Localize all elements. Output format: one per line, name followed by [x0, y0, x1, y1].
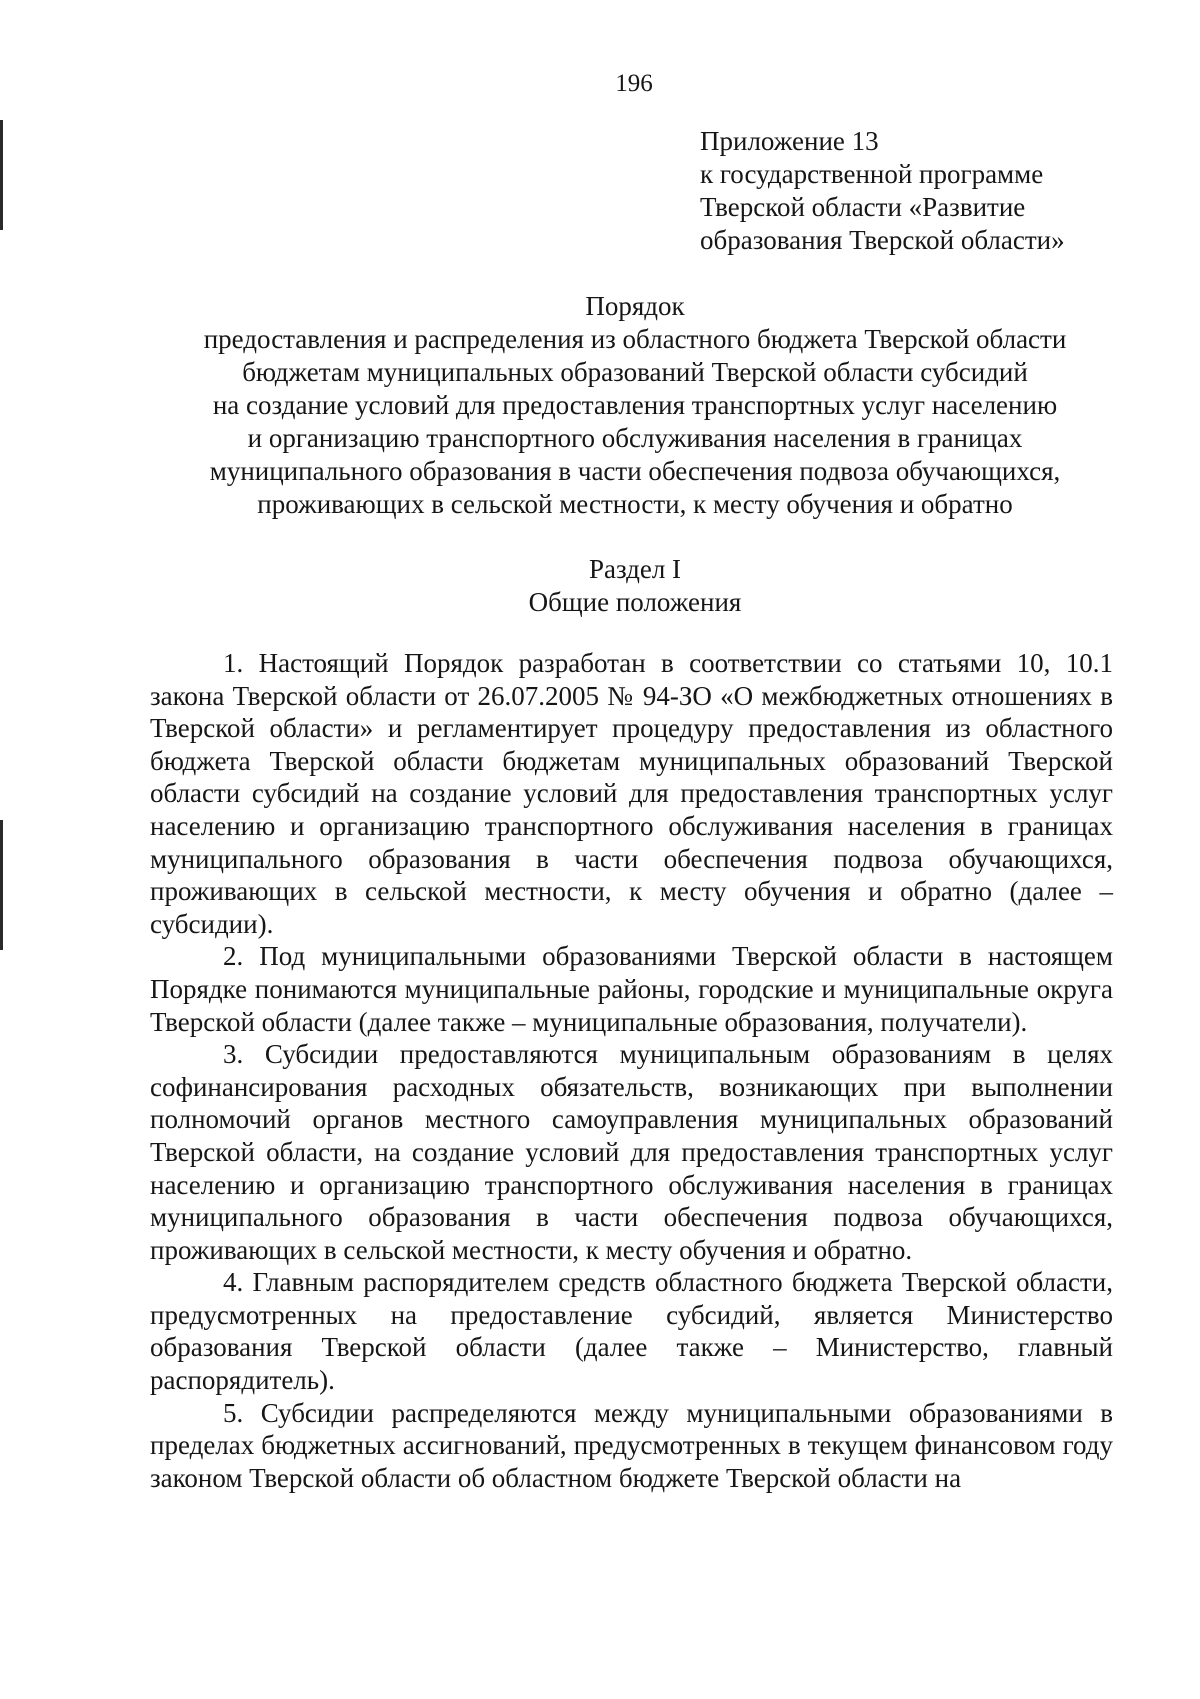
- appendix-line: образования Тверской области»: [700, 225, 1065, 255]
- section-number: Раздел I: [588, 554, 682, 584]
- paragraph: 3. Субсидии предоставляются муниципальным образованиям в целях софинансирования расходных обязательств, возникающих при выполнении полномочий органов местного самоуправления муниципальных образований Тверской области, на создание условий для предоставления транспортных услуг населению и организацию транспортного обслуживания населения в границах муниципального образования в части обеспечения подвоза обучающихся, проживающих в сельской местности, к месту обучения и обратно.: [150, 1039, 1113, 1265]
- appendix-line: Приложение 13: [700, 126, 879, 156]
- paragraph: 1. Настоящий Порядок разработан в соответствии со статьями 10, 10.1 закона Тверской области от 26.07.2005 № 94-ЗО «О межбюджетных отношениях в Тверской области» и регламентирует процедуру предоставления из областного бюджета Тверской области бюджетам муниципальных образований Тверской области субсидий на создание условий для предоставления транспортных услуг населению и организацию транспортного обслуживания населения в границах муниципального образования в части обеспечения подвоза обучающихся, проживающих в сельской местности, к месту обучения и обратно (далее – субсидии).: [150, 648, 1113, 939]
- appendix-reference: [700, 125, 1160, 257]
- page-number: 196: [615, 70, 653, 97]
- document-subtitle-line: на создание условий для предоставления транспортных услуг населению: [212, 390, 1058, 420]
- body-text: [150, 647, 1113, 1494]
- scan-edge-mark: [0, 120, 3, 230]
- document-subtitle-line: предоставления и распределения из областного бюджета Тверской области: [203, 324, 1067, 354]
- document-heading: [150, 290, 1120, 521]
- scan-edge-mark: [0, 820, 3, 950]
- paragraph: 5. Субсидии распределяются между муниципальными образованиями в пределах бюджетных ассигнований, предусмотренных в текущем финансовом году законом Тверской области об областном бюджете Тверской области на: [150, 1397, 1113, 1493]
- section-title: Общие положения: [528, 587, 742, 617]
- appendix-line: к государственной программе: [700, 159, 1044, 189]
- document-title: Порядок: [585, 291, 685, 321]
- paragraph: 4. Главным распорядителем средств областного бюджета Тверской области, предусмотренных на предоставление субсидий, является Министерство образования Тверской области (далее также – Министерство, главный распорядитель).: [150, 1267, 1113, 1396]
- document-subtitle-line: и организацию транспортного обслуживания населения в границах: [247, 423, 1023, 453]
- section-heading: [150, 553, 1120, 619]
- paragraph: 2. Под муниципальными образованиями Тверской области в настоящем Порядке понимаются муниципальные районы, городские и муниципальные округа Тверской области (далее также – муниципальные образования, получатели).: [150, 941, 1113, 1037]
- document-subtitle-line: муниципального образования в части обеспечения подвоза обучающихся,: [209, 456, 1061, 486]
- appendix-line: Тверской области «Развитие: [700, 192, 1026, 222]
- document-subtitle-line: проживающих в сельской местности, к месту обучения и обратно: [257, 489, 1013, 519]
- document-subtitle-line: бюджетам муниципальных образований Тверской области субсидий: [242, 357, 1028, 387]
